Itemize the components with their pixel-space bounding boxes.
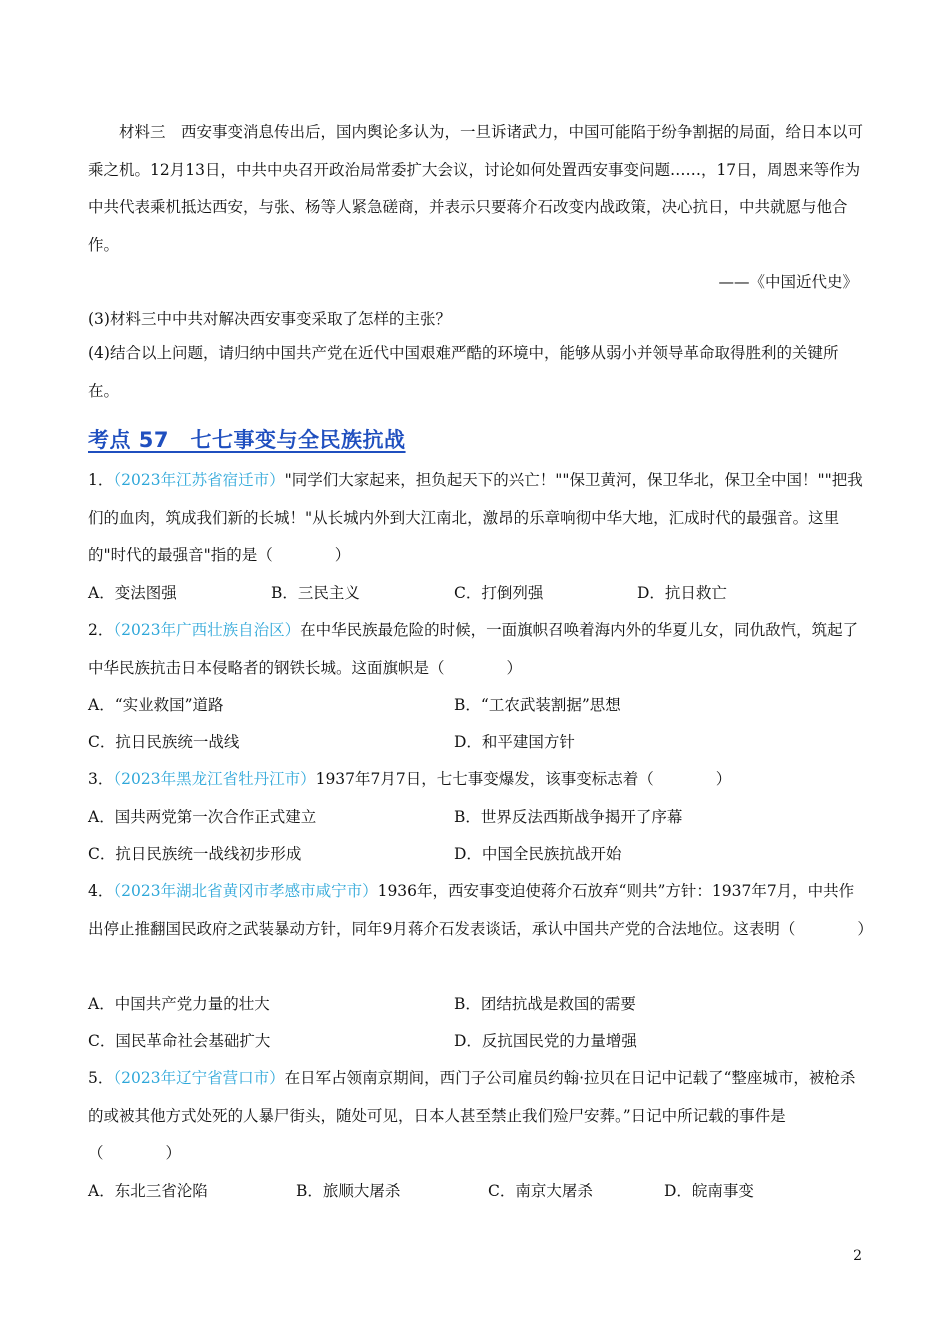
option-b: B．“工农武装割据”思想: [454, 696, 621, 714]
question-stem: 1936年，西安事变迫使蒋介石放弃“则共”方针：1937年7月，中共作出停止推翻国民政府之武装暴动方针，同年9月蒋介石发表谈话，承认中国共产党的合法地位。这表明（ ）: [88, 882, 873, 938]
option-c: C．抗日民族统一战线: [88, 733, 240, 751]
option-d: D．抗日救亡: [637, 584, 727, 602]
question-number: 1．: [88, 471, 114, 489]
option-a: A．变法图强: [88, 584, 177, 602]
source-tag: （2023年湖北省黄冈市孝感市咸宁市）: [113, 882, 378, 900]
source-tag: （2023年辽宁省营口市）: [113, 1069, 285, 1087]
question-stem: 在日军占领南京期间，西门子公司雇员约翰·拉贝在日记中记载了“整座城市，被枪杀的或被其他方式处死的人暴尸街头，随处可见，日本人甚至禁止我们殓尸安葬。”日记中所记载的事件是（ ）: [88, 1069, 856, 1162]
option-a: A．国共两党第一次合作正式建立: [88, 808, 317, 826]
option-c: C．国民革命社会基础扩大: [88, 1032, 271, 1050]
option-a: A．“实业救国”道路: [88, 696, 224, 714]
question-1: [88, 462, 866, 575]
question-stem: "同学们大家起来，担负起天下的兴亡！""保卫黄河，保卫华北，保卫全中国！""把我们的血肉，筑成我们新的长城！"从长城内外到大江南北，激昂的乐章响彻中华大地，汇成时代的最强音。这里的"时代的最强音"指的是（ ）: [88, 471, 863, 564]
option-b: B．世界反法西斯战争揭开了序幕: [454, 808, 683, 826]
question-3: [88, 761, 866, 799]
question-number: 3．: [88, 770, 114, 788]
option-d: D．中国全民族抗战开始: [454, 845, 622, 863]
option-b: B．团结抗战是救国的需要: [454, 995, 636, 1013]
source-tag: （2023年黑龙江省牡丹江市）: [113, 770, 316, 788]
source-tag: （2023年广西壮族自治区）: [113, 621, 301, 639]
option-c: C．打倒列强: [454, 584, 544, 602]
option-d: D．反抗国民党的力量增强: [454, 1032, 637, 1050]
option-a: A．中国共产党力量的壮大: [88, 995, 270, 1013]
question-2: [88, 612, 866, 687]
option-b: B．旅顺大屠杀: [296, 1182, 401, 1200]
option-a: A．东北三省沦陷: [88, 1182, 208, 1200]
question-number: 2．: [88, 621, 114, 639]
material-source: ——《中国近代史》: [718, 273, 858, 291]
question-stem: 在中华民族最危险的时候，一面旗帜召唤着海内外的华夏儿女，同仇敌忾，筑起了中华民族抗击日本侵略者的钢铁长城。这面旗帜是（ ）: [88, 621, 859, 677]
page-number: 2: [853, 1248, 862, 1264]
option-d: D．和平建国方针: [454, 733, 575, 751]
question-4-text: (4)结合以上问题，请归纳中国共产党在近代中国艰难严酷的环境中，能够从弱小并领导革命取得胜利的关键所在。: [88, 344, 839, 400]
source-tag: （2023年江苏省宿迁市）: [113, 471, 285, 489]
question-4: [88, 873, 873, 948]
question-number: 4．: [88, 882, 114, 900]
material-three-paragraph: 材料三 西安事变消息传出后，国内舆论多认为，一旦诉诸武力，中国可能陷于纷争割据的局面，给日本以可乘之机。12月13日，中共中央召开政治局常委扩大会议，讨论如何处置西安事变问题……，17日，周恩来等作为中共代表乘机抵达西安，与张、杨等人紧急磋商，并表示只要蒋介石改变内战政策，决心抗日，中共就愿与他合作。: [88, 123, 864, 254]
question-3-text: (3)材料三中中共对解决西安事变采取了怎样的主张？: [88, 310, 451, 328]
question-number: 5．: [88, 1069, 114, 1087]
option-d: D．皖南事变: [664, 1182, 754, 1200]
option-c: C．南京大屠杀: [488, 1182, 593, 1200]
option-c: C．抗日民族统一战线初步形成: [88, 845, 302, 863]
question-5: [88, 1060, 866, 1173]
option-b: B．三民主义: [271, 584, 360, 602]
question-stem: 1937年7月7日，七七事变爆发，该事变标志着（ ）: [315, 770, 732, 788]
section-heading: 考点 57 七七事变与全民族抗战: [88, 428, 406, 452]
